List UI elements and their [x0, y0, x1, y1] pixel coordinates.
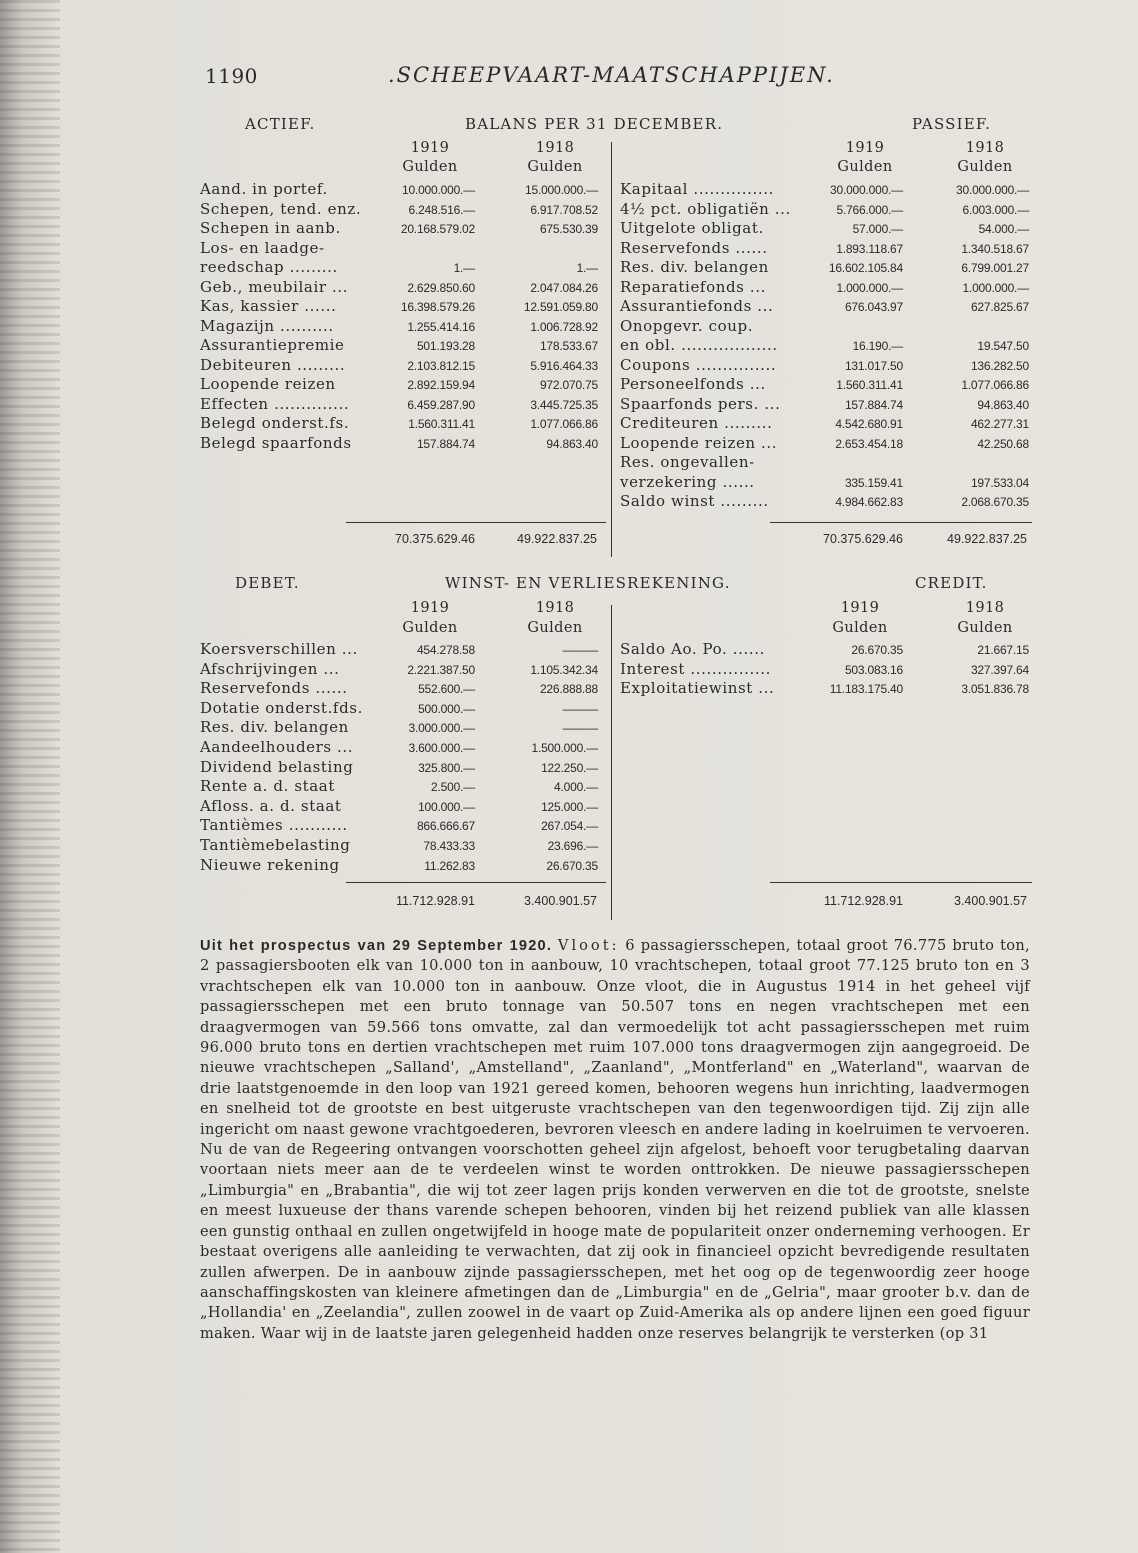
balance-asset-row-value-1918: 972.070.75	[539, 378, 598, 392]
pnl-debit-row-value-1918: 125.000.—	[541, 799, 598, 814]
balance-asset-row	[200, 239, 605, 257]
balance-liability-row-label: Reparatiefonds ...	[620, 277, 766, 296]
balance-liability-row-label: Assurantiefonds ...	[620, 297, 774, 315]
balance-assets-year-1918: 1918	[535, 140, 575, 156]
balance-liability-row-value-1919: 1.893.118.67	[836, 241, 903, 256]
balance-divider	[611, 142, 612, 557]
balance-asset-row-value-1918: 1.—	[576, 261, 598, 275]
pnl-debit-row-value-1919: 100.000.—	[418, 799, 475, 814]
pnl-debit-row-value-1918: 122.250.—	[541, 760, 598, 775]
pnl-credit-row-value-1918: 21.667.15	[977, 643, 1029, 657]
balance-asset-row-label: Schepen in aanb.	[200, 219, 341, 237]
balance-liability-row	[620, 492, 1032, 510]
prospectus-body: 6 passagiersschepen, totaal groot 76.775 bruto ton, 2 passagiersbooten elk van 10.000 ton in aanbouw, 10 vrachtschepen, totaal groot 77.125 bruto ton en 3 vrachtschepen elk van 10.000 ton in aanbouw. Onze vloot, die in Augustus 1914 in het geheel vijf passagiersschepen met een bruto tonnage van 50.507 tons en negen vrachtschepen met een draagvermogen van 59.566 tons omvatte, zal dan vermoedelijk tot acht passagiersschepen met ruim 96.000 bruto tons en dertien vrachtschepen met ruim 107.000 tons draagvermogen zijn aangegroeid. De nieuwe vrachtschepen „Salland', „Amstelland", „Zaanland", „Montferland" en „Waterland", waarvan de drie laatstgenoemde in den loop van 1921 gereed komen, behooren wegens hun inrichting, laadvermogen en snelheid tot de grootste en best uitgeruste vrachtschepen van den tegenwoordigen tijd. Zij zijn alle ingericht om naast gewone vrachtgoederen, bevroren vleesch en andere lading in koelruimen te vervoeren. Nu de van de Regeering ontvangen voorschotten geheel zijn afgelost, behoeft voor terugbetaling daarvan voortaan niets meer aan de te verdeelen winst te worden onttrokken. De nieuwe passagiersschepen „Limburgia" en „Brabantia", die wij tot zeer lagen prijs konden verwerven en die tot de grootste, snelste en meest luxueuse der thans varende schepen behooren, vinden bij het reizend publiek van alle klassen een gunstig onthaal en zullen ongetwijfeld in hooge mate de populariteit onzer onderneming verhoogen. Er bestaat overigens alle aanleiding te verwachten, dat zij ook in financieel opzicht bevredigende resultaten zullen afwerpen. De in aanbouw zijnde passagiersschepen, met het oog op de tegenwoordig zeer hooge aanschaffingskosten van kleinere afmetingen dan de „Limburgia" en de „Gelria", maar grooter b.v. dan de „Hollandia' en „Zeelandia", zullen zoowel in de vaart op Zuid-Amerika als op andere lijnen een goed figuur maken. Waar wij in de laatste jaren gelegenheid hadden onze reserves belangrijk te versterken (op 31	[200, 937, 1030, 1342]
balance-liability-row-value-1918: 1.000.000.—	[962, 280, 1029, 295]
pnl-debit-row	[200, 660, 605, 678]
book-spine-shadow	[0, 0, 60, 1553]
pnl-debit-row	[200, 718, 605, 736]
balance-asset-row	[200, 219, 605, 237]
balance-liability-row-value-1919: 131.017.50	[844, 358, 903, 373]
balance-asset-row-value-1918: 5.916.464.33	[530, 358, 598, 373]
pnl-debit-row-label: Afloss. a. d. staat	[200, 796, 342, 815]
balance-liability-row	[620, 375, 1032, 393]
balance-liability-row-value-1919: 1.000.000.—	[836, 280, 903, 295]
pnl-debit-unit-1919: Gulden	[402, 620, 458, 636]
balance-liability-row-value-1919: 4.542.680.91	[835, 417, 903, 431]
balance-liability-row-label: Onopgevr. coup.	[620, 316, 754, 335]
pnl-credit-row	[620, 640, 1032, 658]
pnl-debit-row-label: Nieuwe rekening	[200, 855, 340, 874]
balance-asset-row	[200, 395, 605, 413]
balance-liability-row	[620, 180, 1032, 198]
pnl-right-caption: CREDIT.	[915, 574, 988, 592]
balance-asset-row-value-1919: 6.248.516.—	[408, 202, 475, 217]
pnl-debit-row-label: Tantièmebelasting	[200, 836, 351, 854]
balance-asset-row-label: Schepen, tend. enz.	[200, 199, 362, 218]
balance-assets-total-1919: 70.375.629.46	[395, 532, 475, 546]
balance-liability-row	[620, 239, 1032, 257]
balance-asset-row-value-1918: 12.591.059.80	[523, 300, 598, 314]
balance-asset-row-value-1919: 2.892.159.94	[407, 378, 475, 392]
pnl-debit-row-value-1919: 454.278.58	[416, 643, 475, 657]
balance-asset-row-value-1918: 15.000.000.—	[525, 183, 598, 197]
balance-left-caption: ACTIEF.	[245, 115, 316, 133]
balance-liability-row-value-1919: 4.984.662.83	[835, 495, 903, 509]
balance-asset-row-value-1918: 1.077.066.86	[530, 417, 598, 431]
pnl-debit-row	[200, 679, 605, 697]
balance-assets-total-rule	[346, 522, 606, 523]
balance-asset-row-value-1918: 3.445.725.35	[530, 397, 598, 412]
balance-asset-row	[200, 297, 605, 315]
pnl-debit-row-value-1918: 1.500.000.—	[531, 741, 598, 755]
balance-asset-row	[200, 336, 605, 354]
balance-liability-row-value-1918: 2.068.670.35	[961, 495, 1029, 509]
pnl-debit-row-label: Tantièmes ...........	[200, 816, 348, 835]
balance-asset-row	[200, 200, 605, 218]
balance-liability-row-value-1918: 54.000.—	[978, 222, 1029, 236]
pnl-debit-row-value-1918: ———	[562, 643, 598, 657]
balance-asset-row-value-1918: 1.006.728.92	[530, 319, 598, 334]
pnl-debit-row-label: Dotatie onderst.fds.	[200, 698, 363, 717]
balance-asset-row-value-1919: 501.193.28	[416, 339, 475, 353]
pnl-debit-row-value-1919: 3.000.000.—	[408, 721, 475, 736]
pnl-left-caption: DEBET.	[235, 574, 300, 592]
balance-liability-row-label: Personeelfonds ...	[620, 375, 766, 393]
balance-asset-row-value-1918: 94.863.40	[546, 436, 598, 451]
balance-liability-row	[620, 336, 1032, 354]
balance-asset-row-value-1918: 2.047.084.26	[530, 280, 598, 295]
balance-assets-total-1918: 49.922.837.25	[517, 532, 597, 546]
balance-liability-row-value-1919: 157.884.74	[844, 397, 903, 412]
balance-liability-row	[620, 434, 1032, 452]
balance-liability-row-value-1919: 1.560.311.41	[836, 378, 903, 392]
balance-liability-row-value-1918: 6.799.001.27	[961, 261, 1029, 275]
pnl-credit-year-1918: 1918	[965, 600, 1005, 616]
pnl-debit-row-value-1918: 26.670.35	[546, 858, 598, 873]
balance-asset-row-value-1919: 20.168.579.02	[400, 222, 475, 236]
balance-asset-row	[200, 356, 605, 374]
pnl-debit-row	[200, 640, 605, 658]
pnl-credit-unit-1919: Gulden	[832, 620, 888, 636]
balance-assets-unit-1918: Gulden	[527, 159, 583, 175]
pnl-debit-row-value-1919: 3.600.000.—	[408, 741, 475, 755]
pnl-debit-row-value-1918: 226.888.88	[539, 682, 598, 697]
pnl-debit-unit-1918: Gulden	[527, 620, 583, 636]
balance-liability-row-value-1919: 5.766.000.—	[836, 202, 903, 217]
balance-liability-row-value-1918: 30.000.000.—	[956, 183, 1029, 197]
pnl-divider	[611, 605, 612, 920]
balance-liability-row-value-1918: 19.547.50	[977, 339, 1029, 353]
pnl-credit-unit-1918: Gulden	[957, 620, 1013, 636]
balance-liab-total-rule	[770, 522, 1032, 523]
balance-liability-row	[620, 278, 1032, 296]
balance-liability-row-label: Saldo winst .........	[620, 492, 769, 510]
balance-liability-row	[620, 317, 1032, 335]
page-number: 1190	[205, 64, 258, 88]
pnl-debit-row-value-1918: ———	[562, 721, 598, 736]
balance-asset-row	[200, 317, 605, 335]
prospectus-lead-word: Vloot:	[557, 937, 620, 954]
balance-asset-row-value-1919: 2.629.850.60	[407, 280, 475, 295]
balance-asset-row	[200, 258, 605, 276]
balance-asset-row	[200, 414, 605, 432]
balance-liability-row-value-1919: 16.190.—	[852, 339, 903, 353]
balance-liability-row-label: Kapitaal ...............	[620, 180, 774, 198]
pnl-debit-row	[200, 816, 605, 834]
balance-liability-row-value-1918: 6.003.000.—	[962, 202, 1029, 217]
prospectus-heading: Uit het prospectus van 29 September 1920.	[200, 938, 553, 954]
balance-liab-unit-1918: Gulden	[957, 159, 1013, 175]
balance-asset-row-label: Geb., meubilair ...	[200, 277, 349, 296]
balance-liability-row-value-1918: 94.863.40	[977, 397, 1029, 412]
balance-liability-row-label: Reservefonds ......	[620, 238, 768, 257]
pnl-debit-row-value-1919: 11.262.83	[424, 858, 475, 873]
balance-asset-row-value-1918: 178.533.67	[539, 339, 598, 353]
balance-asset-row-label: reedschap .........	[200, 258, 338, 276]
balance-asset-row-value-1919: 1.—	[453, 261, 475, 275]
balance-liability-row-label: en obl. ..................	[620, 336, 778, 354]
pnl-debit-row-value-1919: 500.000.—	[418, 701, 475, 716]
pnl-debit-row-value-1918: 1.105.342.34	[530, 662, 598, 677]
pnl-debit-row-label: Dividend belasting	[200, 757, 354, 776]
balance-asset-row-label: Kas, kassier ......	[200, 297, 337, 315]
pnl-debit-row-value-1919: 2.221.387.50	[407, 662, 475, 677]
pnl-credit-row-label: Exploitatiewinst ...	[620, 679, 775, 698]
pnl-debit-row-value-1918: 267.054.—	[541, 819, 598, 834]
balance-asset-row-label: Debiteuren .........	[200, 355, 346, 374]
balance-liab-year-1919: 1919	[845, 140, 885, 156]
balance-asset-row	[200, 375, 605, 393]
balance-asset-row	[200, 434, 605, 452]
balance-liability-row-label: Loopende reizen ...	[620, 433, 778, 452]
balance-liability-row-value-1919: 335.159.41	[844, 475, 903, 490]
balance-liability-row-value-1918: 42.250.68	[977, 436, 1029, 451]
balance-liability-row-value-1919: 30.000.000.—	[830, 183, 903, 197]
pnl-credit-total-1919: 11.712.928.91	[823, 894, 903, 908]
balance-liability-row	[620, 414, 1032, 432]
balance-liability-row-value-1918: 197.533.04	[970, 475, 1029, 490]
pnl-credit-year-1919: 1919	[840, 600, 880, 616]
pnl-debit-row-label: Reservefonds ......	[200, 679, 348, 698]
balance-liab-total-1919: 70.375.629.46	[823, 532, 903, 546]
pnl-debit-row-value-1919: 325.800.—	[418, 760, 475, 775]
pnl-credit-total-rule	[770, 882, 1032, 883]
pnl-debit-row-value-1919: 552.600.—	[418, 682, 475, 697]
balance-liability-row-label: Crediteuren .........	[620, 414, 773, 432]
balance-liability-row	[620, 453, 1032, 471]
pnl-debit-total-rule	[346, 882, 606, 883]
balance-asset-row-label: Los- en laadge-	[200, 238, 325, 257]
balance-liability-row-value-1918: 1.340.518.67	[961, 241, 1029, 256]
pnl-debit-row	[200, 738, 605, 756]
balance-liability-row	[620, 395, 1032, 413]
pnl-credit-row-value-1919: 503.083.16	[844, 662, 903, 677]
balance-asset-row-label: Belegd onderst.fs.	[200, 414, 350, 432]
balance-liability-row-label: Spaarfonds pers. ...	[620, 394, 781, 413]
balance-right-caption: PASSIEF.	[912, 115, 992, 133]
balance-asset-row-value-1919: 6.459.287.90	[407, 397, 475, 412]
balance-liability-row-label: verzekering ......	[620, 472, 755, 491]
balance-liability-row	[620, 356, 1032, 374]
balance-liability-row-value-1918: 1.077.066.86	[961, 378, 1029, 392]
balance-title: BALANS PER 31 DECEMBER.	[465, 115, 724, 133]
balance-liability-row-value-1919: 2.653.454.18	[835, 436, 903, 451]
balance-asset-row-value-1919: 16.398.579.26	[400, 300, 475, 314]
balance-liability-row	[620, 297, 1032, 315]
balance-liab-year-1918: 1918	[965, 140, 1005, 156]
pnl-credit-row	[620, 660, 1032, 678]
balance-asset-row-value-1918: 6.917.708.52	[530, 202, 598, 217]
pnl-credit-row-value-1919: 11.183.175.40	[829, 682, 903, 697]
balance-liability-row	[620, 473, 1032, 491]
balance-asset-row-value-1919: 2.103.812.15	[407, 358, 475, 373]
balance-liability-row-label: Res. div. belangen	[620, 258, 769, 276]
balance-asset-row-value-1919: 1.560.311.41	[408, 417, 475, 431]
balance-asset-row-value-1919: 10.000.000.—	[402, 183, 475, 197]
balance-asset-row-value-1918: 675.530.39	[539, 222, 598, 236]
pnl-debit-row-value-1919: 866.666.67	[416, 819, 475, 834]
pnl-debit-row	[200, 856, 605, 874]
pnl-debit-row	[200, 777, 605, 795]
pnl-debit-row-value-1919: 78.433.33	[423, 839, 475, 853]
balance-liability-row-label: 4½ pct. obligatiën ...	[620, 199, 791, 218]
pnl-debit-row	[200, 797, 605, 815]
running-title: .SCHEEPVAART-MAATSCHAPPIJEN.	[388, 63, 835, 87]
balance-liability-row-label: Res. ongevallen-	[620, 453, 755, 471]
pnl-title: WINST- EN VERLIESREKENING.	[445, 574, 731, 592]
pnl-debit-row-label: Koersverschillen ...	[200, 640, 358, 658]
balance-asset-row-label: Belegd spaarfonds	[200, 433, 352, 452]
balance-asset-row-value-1919: 1.255.414.16	[407, 319, 475, 334]
pnl-debit-row	[200, 836, 605, 854]
balance-liability-row-value-1919: 57.000.—	[852, 222, 903, 236]
balance-liability-row	[620, 200, 1032, 218]
pnl-credit-row-label: Interest ...............	[620, 659, 771, 678]
pnl-debit-row-value-1918: 4.000.—	[554, 780, 598, 795]
balance-asset-row-label: Assurantiepremie	[200, 336, 345, 354]
balance-liability-row	[620, 219, 1032, 237]
pnl-credit-total-1918: 3.400.901.57	[954, 894, 1027, 908]
pnl-credit-row	[620, 679, 1032, 697]
pnl-debit-row-value-1919: 2.500.—	[431, 780, 475, 795]
balance-liability-row	[620, 258, 1032, 276]
balance-asset-row-label: Aand. in portef.	[200, 180, 328, 198]
balance-liability-row-value-1918: 627.825.67	[970, 300, 1029, 314]
balance-liability-row-label: Uitgelote obligat.	[620, 219, 764, 237]
balance-asset-row	[200, 278, 605, 296]
pnl-credit-row-value-1918: 3.051.836.78	[961, 682, 1029, 697]
pnl-debit-row-label: Res. div. belangen	[200, 718, 349, 737]
pnl-credit-row-value-1919: 26.670.35	[851, 643, 903, 657]
pnl-debit-year-1919: 1919	[410, 600, 450, 616]
balance-liability-row-value-1919: 676.043.97	[844, 300, 903, 314]
pnl-debit-row-label: Afschrijvingen ...	[200, 659, 340, 678]
balance-liab-unit-1919: Gulden	[837, 159, 893, 175]
balance-liability-row-value-1918: 136.282.50	[970, 358, 1029, 373]
balance-asset-row-label: Magazijn ..........	[200, 316, 334, 335]
pnl-debit-row-value-1918: ———	[562, 701, 598, 716]
pnl-debit-total-1919: 11.712.928.91	[395, 894, 475, 908]
balance-asset-row	[200, 180, 605, 198]
pnl-debit-row	[200, 758, 605, 776]
balance-asset-row-value-1919: 157.884.74	[416, 436, 475, 451]
pnl-debit-row-value-1918: 23.696.—	[547, 839, 598, 853]
pnl-credit-row-label: Saldo Ao. Po. ......	[620, 640, 765, 658]
pnl-credit-row-value-1918: 327.397.64	[970, 662, 1029, 677]
pnl-debit-row	[200, 699, 605, 717]
balance-assets-unit-1919: Gulden	[402, 159, 458, 175]
pnl-debit-row-label: Aandeelhouders ...	[200, 738, 354, 756]
balance-liability-row-label: Coupons ...............	[620, 355, 777, 374]
balance-liability-row-value-1918: 462.277.31	[970, 417, 1029, 431]
pnl-debit-year-1918: 1918	[535, 600, 575, 616]
balance-asset-row-label: Effecten ..............	[200, 394, 350, 413]
balance-liab-total-1918: 49.922.837.25	[947, 532, 1027, 546]
pnl-debit-total-1918: 3.400.901.57	[524, 894, 597, 908]
balance-asset-row-label: Loopende reizen	[200, 375, 336, 393]
balance-assets-year-1919: 1919	[410, 140, 450, 156]
pnl-debit-row-label: Rente a. d. staat	[200, 777, 335, 796]
prospectus-paragraph	[200, 936, 1030, 1344]
balance-liability-row-value-1919: 16.602.105.84	[828, 261, 903, 275]
